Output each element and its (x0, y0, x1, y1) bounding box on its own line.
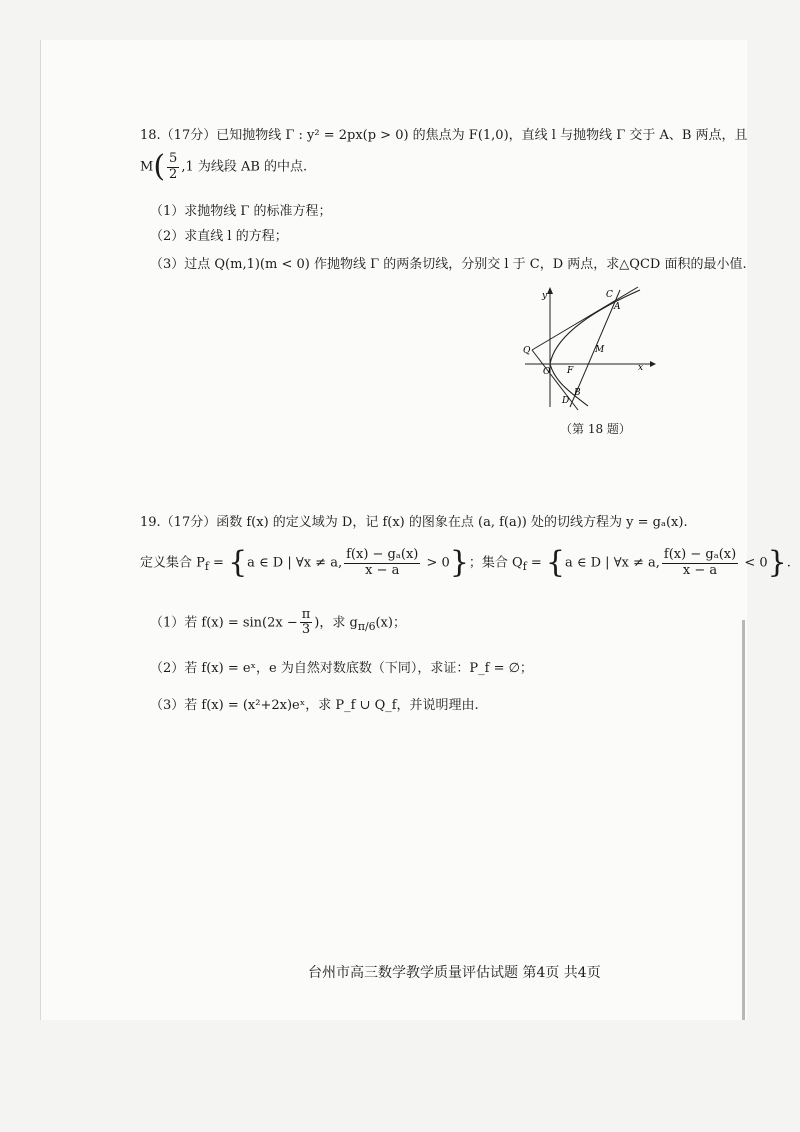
q19-p1-fraction: $\frac{\pi}{3}$ (301, 607, 311, 638)
q19-definition-line: 定义集合 $P_f = \{a$ ∈ D | ∀x ≠ a, $\frac{\text{f(x) − gₐ(x)}}{x - a}$ > 0}；集合 $Q_f = \{a$ ∈ D | ∀x ≠ a, $\frac{\text{f(x) − gₐ(x)}}{x - a}$ < 0}. (140, 545, 791, 580)
tangent-line-qd (532, 350, 578, 410)
fig-label-a: A (614, 302, 621, 312)
q19-part2: （2）若 f(x) = eˣ，e 为自然对数底数（下同），求证：P_f = ∅； (150, 661, 533, 676)
page-footer: 台州市高三数学教学质量评估试题 第4页 共4页 (308, 965, 601, 981)
q18-part2: （2）求直线 l 的方程； (150, 229, 288, 244)
q18-figure (520, 282, 660, 412)
q18-figure-caption: （第 18 题） (560, 422, 631, 436)
q19-intro: 19.（17分）函数 f(x) 的定义域为 D，记 f(x) 的图象在点 (a, f(a)) 处的切线方程为 y = gₐ(x). (140, 515, 688, 530)
q19-set1-cond: a ∈ D | ∀x ≠ a, (247, 555, 343, 571)
q19-set1-rel: > 0 (422, 555, 450, 571)
page-edge-shadow (742, 620, 745, 1020)
fig-label-q: Q (523, 346, 531, 356)
q19-p1-pre: （1）若 f(x) = sin(2x − (150, 615, 298, 631)
q19-def-pre: 定义集合 P (140, 555, 205, 571)
fig-label-f: F (567, 366, 574, 376)
q18-part3: （3）过点 Q(m,1)(m < 0) 作抛物线 Γ 的两条切线，分别交 l 于 C，D 两点，求△QCD 面积的最小值. (150, 257, 747, 272)
q18-part1: （1）求抛物线 Γ 的标准方程； (150, 204, 332, 219)
fig-label-x: x (638, 363, 644, 373)
q19-set1-fraction: $\frac{\text{f(x) − gₐ(x)}}{x - a}$ (346, 547, 419, 578)
fig-label-c: C (606, 290, 613, 300)
q19-set2-cond: a ∈ D | ∀x ≠ a, (564, 555, 660, 571)
q19-part3: （3）若 f(x) = (x²+2x)eˣ，求 P_f ∪ Q_f，并说明理由. (150, 698, 479, 713)
y-axis-arrow (547, 287, 553, 294)
q19-part1 (150, 608, 406, 638)
q18-fraction: $\frac{5}{2}$ (169, 151, 178, 182)
q19-eq2: = (526, 555, 546, 571)
fig-label-m: M (595, 345, 605, 355)
x-axis-arrow (650, 361, 656, 367)
fig-label-b: B (574, 388, 581, 398)
q19-set2-fraction: $\frac{\text{f(x) − gₐ(x)}}{x - a}$ (663, 547, 737, 578)
q18-intro-line1: 18.（17分）已知抛物线 Γ : y² = 2px(p > 0) 的焦点为 F(1,0)，直线 l 与抛物线 Γ 交于 A、B 两点，且 (140, 128, 748, 143)
q18-intro-line2: M( $\frac{5}{2}$ ,1 为线段 AB 的中点. (140, 149, 308, 184)
fig-label-d: D (562, 396, 570, 406)
q18-point-m: M (140, 159, 154, 175)
q19-qf-sub: f (522, 560, 527, 574)
q19-p1-sub: π/6 (357, 619, 376, 633)
q19-pf-sub: f (204, 560, 209, 574)
q18-intro-line2-post: ,1 为线段 AB 的中点. (181, 159, 308, 175)
fig-label-o: O (543, 367, 551, 377)
q19-p1-post: )，求 g (314, 615, 358, 631)
q19-set2-rel: < 0 (740, 555, 768, 571)
tangent-line-qc (532, 287, 638, 350)
fig-label-y: y (542, 291, 548, 301)
q19-mid: ；集合 Q (468, 555, 523, 571)
q19-eq: = (208, 555, 229, 571)
q19-p1-end: (x)； (375, 615, 406, 631)
